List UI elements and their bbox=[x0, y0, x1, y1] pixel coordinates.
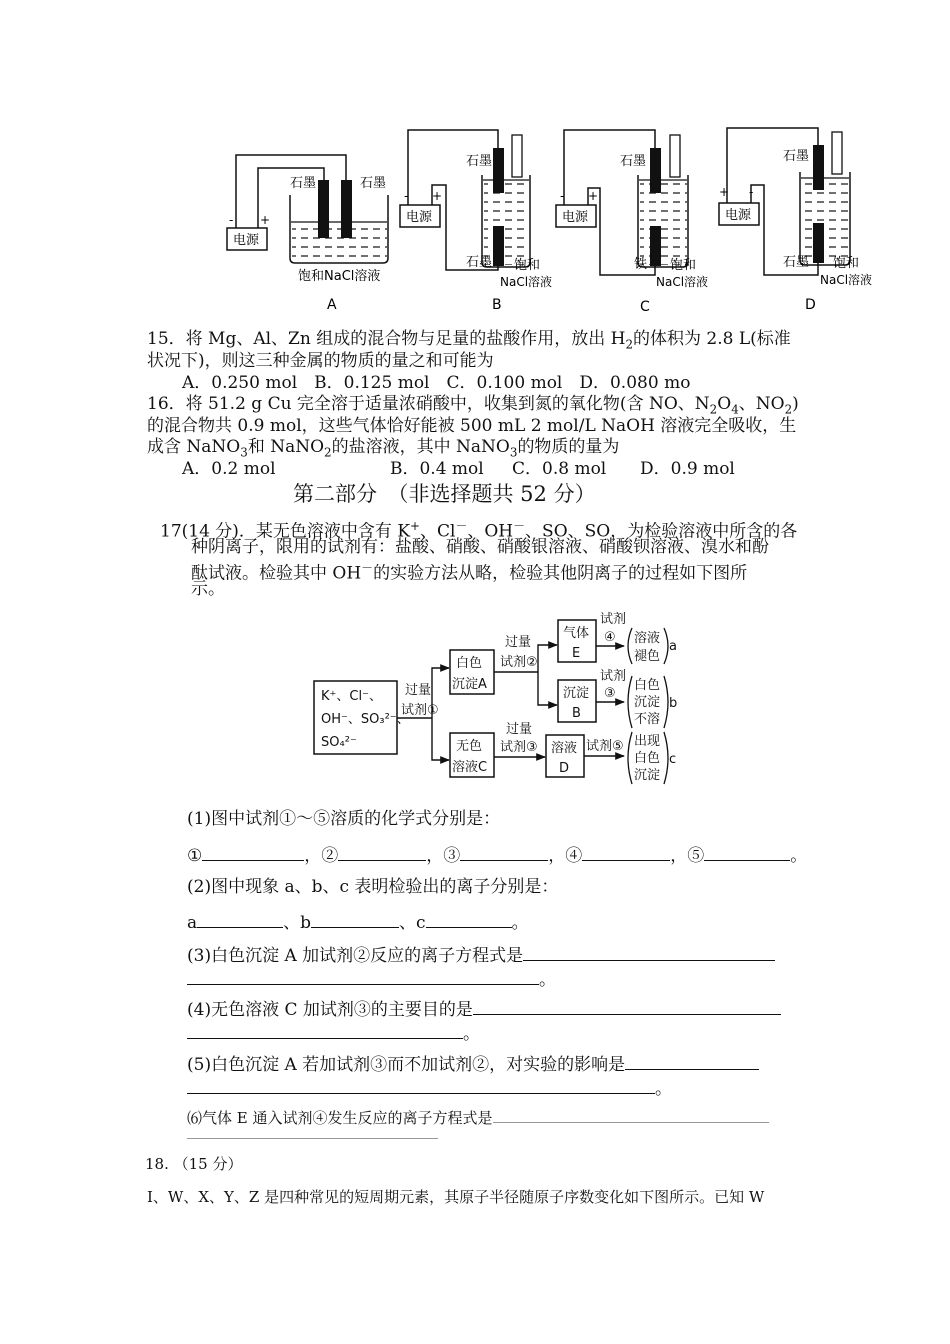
svg-text:过量: 过量 bbox=[405, 683, 432, 698]
svg-text:溶液C: 溶液C bbox=[452, 760, 488, 775]
svg-text:白色: 白色 bbox=[456, 656, 483, 671]
answer-blank[interactable] bbox=[426, 911, 512, 928]
svg-text:C: C bbox=[640, 299, 650, 315]
svg-text:饱和: 饱和 bbox=[670, 258, 697, 273]
svg-text:石墨: 石墨 bbox=[290, 176, 317, 191]
svg-text:试剂: 试剂 bbox=[600, 669, 627, 684]
q16-line1: 16．将 51.2 g Cu 完全溶于适量浓硝酸中，收集到氮的氧化物(含 NO、$N_2O_4$、$NO_2$) bbox=[147, 394, 799, 417]
answer-blank[interactable] bbox=[704, 844, 790, 861]
svg-text:A: A bbox=[327, 297, 337, 313]
q17-part5: (5)白色沉淀 A 若加试剂③而不加试剂②，对实验的影响是 bbox=[187, 1053, 759, 1076]
svg-text:褪色: 褪色 bbox=[634, 649, 661, 664]
svg-text:-: - bbox=[749, 185, 754, 199]
apparatus-a bbox=[227, 155, 388, 313]
svg-text:电源: 电源 bbox=[406, 210, 433, 225]
svg-text:石墨: 石墨 bbox=[783, 255, 810, 270]
svg-text:+: + bbox=[588, 189, 599, 203]
svg-text:白色: 白色 bbox=[634, 751, 661, 766]
q15-options: A．0.250 mol B．0.125 mol C．0.100 mol D．0.080 mo bbox=[182, 373, 691, 393]
svg-text:白色: 白色 bbox=[634, 678, 661, 693]
q17-part1-blanks: ① ，② ，③ ，④ ，⑤ 。 bbox=[187, 846, 808, 866]
svg-text:石墨: 石墨 bbox=[466, 154, 493, 169]
q17-intro-line2: 种阴离子，限用的试剂有：盐酸、硝酸、硝酸银溶液、硝酸钡溶液、溴水和酚 bbox=[191, 537, 769, 557]
q16-line2: 的混合物共 0.9 mol，这些气体恰好能被 500 mL 2 mol/L NaOH 溶液完全吸收，生 bbox=[147, 416, 797, 436]
electrolysis-apparatus-figure bbox=[0, 0, 950, 330]
svg-text:饱和NaCl溶液: 饱和NaCl溶液 bbox=[298, 269, 381, 284]
svg-text:沉淀: 沉淀 bbox=[634, 768, 661, 783]
q17-part6-answer-line[interactable] bbox=[187, 1138, 438, 1139]
svg-text:试剂②: 试剂② bbox=[500, 655, 538, 670]
q16-option-a: A．0.2 mol bbox=[182, 459, 276, 479]
svg-text:④: ④ bbox=[604, 630, 616, 645]
q17-part3: (3)白色沉淀 A 加试剂②反应的离子方程式是 bbox=[187, 944, 775, 967]
answer-blank[interactable] bbox=[582, 844, 670, 861]
svg-text:溶液: 溶液 bbox=[634, 631, 661, 646]
answer-blank[interactable] bbox=[187, 1077, 655, 1094]
svg-text:试剂③: 试剂③ bbox=[500, 740, 538, 755]
svg-text:不溶: 不溶 bbox=[634, 712, 661, 727]
svg-text:③: ③ bbox=[604, 686, 616, 701]
q17-part1: (1)图中试剂①～⑤溶质的化学式分别是： bbox=[187, 809, 501, 829]
svg-text:+: + bbox=[260, 213, 271, 227]
q15-line1: 15．将 Mg、Al、Zn 组成的混合物与足量的盐酸作用，放出 $H_2$的体积为 2.8 L(标准 bbox=[147, 329, 791, 352]
answer-blank[interactable] bbox=[473, 998, 781, 1015]
apparatus-a-power-label: 电源 bbox=[233, 233, 260, 248]
answer-blank[interactable] bbox=[625, 1053, 759, 1070]
answer-blank[interactable] bbox=[338, 844, 426, 861]
svg-text:NaCl溶液: NaCl溶液 bbox=[820, 273, 873, 287]
q15-line2: 状况下)，则这三种金属的物质的量之和可能为 bbox=[147, 351, 494, 371]
svg-text:-: - bbox=[229, 213, 234, 227]
svg-text:-: - bbox=[404, 189, 409, 203]
svg-text:a: a bbox=[669, 639, 677, 654]
apparatus-d bbox=[719, 128, 872, 313]
svg-text:沉淀: 沉淀 bbox=[634, 695, 661, 710]
svg-text:K⁺、Cl⁻、: K⁺、Cl⁻、 bbox=[321, 689, 382, 704]
part2-title: 第二部分 （非选择题共 52 分） bbox=[293, 482, 596, 506]
q16-option-b: B．0.4 mol bbox=[390, 459, 484, 479]
answer-blank[interactable] bbox=[187, 1022, 463, 1039]
svg-text:电源: 电源 bbox=[725, 208, 752, 223]
answer-blank[interactable] bbox=[523, 944, 775, 961]
svg-text:NaCl溶液: NaCl溶液 bbox=[500, 275, 553, 289]
svg-text:E: E bbox=[572, 646, 581, 661]
svg-text:无色: 无色 bbox=[456, 739, 483, 754]
svg-text:NaCl溶液: NaCl溶液 bbox=[656, 275, 709, 289]
svg-text:+: + bbox=[432, 189, 443, 203]
svg-text:石墨: 石墨 bbox=[620, 154, 647, 169]
svg-text:气体: 气体 bbox=[563, 626, 590, 641]
svg-text:沉淀A: 沉淀A bbox=[452, 677, 487, 692]
svg-text:c: c bbox=[669, 752, 677, 767]
svg-text:B: B bbox=[572, 706, 581, 721]
svg-text:溶液: 溶液 bbox=[551, 741, 578, 756]
svg-text:+: + bbox=[719, 185, 730, 199]
svg-text:试剂①: 试剂① bbox=[401, 703, 439, 718]
answer-blank[interactable] bbox=[197, 911, 283, 928]
apparatus-a-right-electrode bbox=[341, 180, 352, 238]
ion-test-flow-diagram bbox=[0, 600, 950, 800]
svg-text:-: - bbox=[560, 189, 565, 203]
svg-text:试剂: 试剂 bbox=[600, 612, 627, 627]
q17-part5-cont: 。 bbox=[187, 1077, 672, 1100]
svg-text:饱和: 饱和 bbox=[514, 258, 541, 273]
q17-part6: ⑹气体 E 通入试剂④发生反应的离子方程式是 bbox=[187, 1107, 769, 1129]
svg-text:饱和: 饱和 bbox=[833, 256, 860, 271]
svg-text:铁: 铁 bbox=[634, 257, 648, 272]
svg-text:B: B bbox=[492, 297, 502, 313]
q17-part3-cont: 。 bbox=[187, 968, 556, 991]
answer-blank[interactable] bbox=[460, 844, 548, 861]
svg-text:D: D bbox=[559, 761, 570, 776]
svg-text:试剂⑤: 试剂⑤ bbox=[586, 739, 624, 754]
q17-part4: (4)无色溶液 C 加试剂③的主要目的是 bbox=[187, 998, 781, 1021]
svg-text:过量: 过量 bbox=[505, 635, 532, 650]
q18-heading: 18. （15 分） bbox=[145, 1155, 243, 1173]
svg-text:过量: 过量 bbox=[506, 722, 533, 737]
apparatus-a-left-electrode bbox=[318, 180, 329, 238]
answer-blank[interactable] bbox=[311, 911, 399, 928]
q17-part2-blanks: a 、b 、c 。 bbox=[187, 913, 529, 933]
q16-option-d: D．0.9 mol bbox=[640, 459, 735, 479]
svg-text:D: D bbox=[805, 297, 816, 313]
answer-blank[interactable] bbox=[493, 1108, 769, 1123]
svg-text:石墨: 石墨 bbox=[466, 255, 493, 270]
q16-option-c: C．0.8 mol bbox=[512, 459, 607, 479]
answer-blank[interactable] bbox=[187, 968, 539, 985]
q18-line1: Ⅰ、W、X、Y、Z 是四种常见的短周期元素，其原子半径随原子序数变化如下图所示。已知 W bbox=[147, 1188, 765, 1206]
svg-text:石墨: 石墨 bbox=[783, 149, 810, 164]
svg-text:SO₄²⁻: SO₄²⁻ bbox=[321, 735, 357, 750]
apparatus-b bbox=[400, 130, 552, 313]
svg-text:沉淀: 沉淀 bbox=[563, 686, 590, 701]
svg-text:电源: 电源 bbox=[562, 210, 589, 225]
apparatus-c bbox=[556, 130, 708, 315]
q17-part2: (2)图中现象 a、b、c 表明检验出的离子分别是： bbox=[187, 877, 559, 897]
q17-part4-cont: 。 bbox=[187, 1022, 480, 1045]
q17-intro-line3: 酞试液。检验其中 OH－的实验方法从略，检验其他阴离子的过程如下图所 bbox=[191, 561, 748, 584]
answer-blank[interactable] bbox=[202, 844, 304, 861]
q16-line3: 成含 NaNO$_3$和 NaNO$_2$的盐溶液，其中 NaNO$_3$的物质的量为 bbox=[147, 437, 620, 460]
svg-text:OH⁻、SO₃²⁻、: OH⁻、SO₃²⁻、 bbox=[321, 712, 410, 727]
svg-text:石墨: 石墨 bbox=[360, 176, 387, 191]
q17-intro-line1: 17(14 分)．某无色溶液中含有 K+、Cl－、OH－、SO、SO，为检验溶液中所含的各 bbox=[160, 519, 798, 542]
q17-intro-line4: 示。 bbox=[191, 579, 225, 599]
svg-text:出现: 出现 bbox=[634, 734, 661, 749]
svg-text:b: b bbox=[669, 696, 678, 711]
